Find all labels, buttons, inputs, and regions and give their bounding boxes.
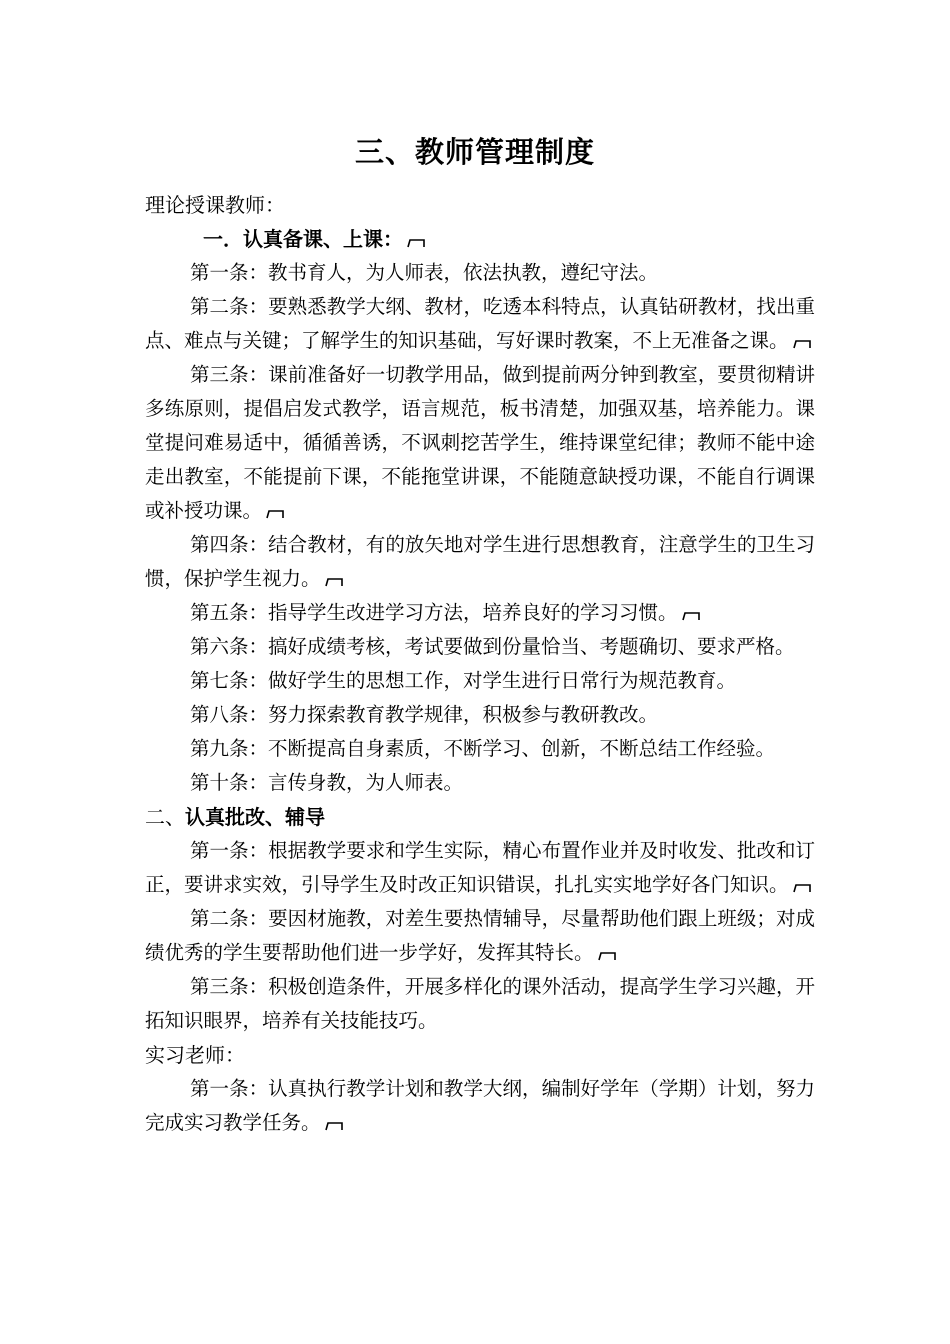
page-title: 三、教师管理制度 bbox=[354, 135, 595, 169]
list-item-text: 第一条：根据教学要求和学生实际，精心布置作业并及时收发、批改和订正，要讲求实效，引导学生及时改正知识错误，扎扎实实地学好各门知识。 bbox=[145, 839, 815, 896]
paragraph-mark-icon bbox=[407, 238, 425, 248]
list-item: 第八条：努力探索教育教学规律，积极参与教研教改。 bbox=[190, 703, 659, 726]
list-item bbox=[145, 596, 815, 630]
subsection-heading-text: 认真批改、辅导 bbox=[185, 805, 325, 829]
list-item: 第十条：言传身教，为人师表。 bbox=[190, 771, 464, 794]
list-item-text: 第二条：要熟悉教学大纲、教材，吃透本科特点，认真钻研教材，找出重点、难点与关键；了解学生的知识基础，写好课时教案，不上无准备之课。 bbox=[145, 295, 815, 352]
list-item bbox=[145, 1072, 815, 1140]
section-heading-theory: 理论授课教师： bbox=[145, 193, 285, 217]
list-item-text: 第二条：要因材施教，对差生要热情辅导，尽量帮助他们跟上班级；对成绩优秀的学生要帮助他们进一步学好，发挥其特长。 bbox=[145, 907, 815, 964]
list-item: 第七条：做好学生的思想工作，对学生进行日常行为规范教育。 bbox=[190, 669, 737, 692]
list-item bbox=[145, 834, 815, 902]
section-heading-intern: 实习老师： bbox=[145, 1043, 245, 1067]
list-item: 第三条：积极创造条件，开展多样化的课外活动，提高学生学习兴趣，开拓知识眼界，培养有关技能技巧。 bbox=[145, 975, 815, 1032]
list-item bbox=[145, 290, 815, 358]
paragraph-mark-icon bbox=[325, 577, 343, 587]
subsection-heading-lesson-text: 一．认真备课、上课： bbox=[203, 227, 403, 251]
list-item: 第一条：教书育人，为人师表，依法执教，遵纪守法。 bbox=[190, 261, 659, 284]
subsection-heading-lesson bbox=[145, 222, 815, 256]
document-body bbox=[145, 188, 815, 1140]
paragraph-mark-icon bbox=[325, 1121, 343, 1131]
list-item-text: 第一条：认真执行教学计划和教学大纲，编制好学年（学期）计划，努力完成实习教学任务。 bbox=[145, 1077, 815, 1134]
list-item: 第六条：搞好成绩考核，考试要做到份量恰当、考题确切、要求严格。 bbox=[190, 635, 795, 658]
list-item bbox=[145, 358, 815, 528]
list-item-text: 第三条：课前准备好一切教学用品，做到提前两分钟到教室，要贯彻精讲多练原则，提倡启发式教学，语言规范，板书清楚，加强双基，培养能力。课堂提问难易适中，循循善诱，不讽刺挖苦学生，维持课堂纪律；教师不能中途走出教室，不能提前下课，不能拖堂讲课，不能随意缺授功课，不能自行调课或补授功课。 bbox=[145, 363, 815, 522]
list-item bbox=[145, 902, 815, 970]
paragraph-mark-icon bbox=[793, 339, 811, 349]
paragraph-mark-icon bbox=[598, 951, 616, 961]
list-item-text: 第四条：结合教材，有的放矢地对学生进行思想教育，注意学生的卫生习惯，保护学生视力。 bbox=[145, 533, 815, 590]
paragraph-mark-icon bbox=[682, 611, 700, 621]
paragraph-mark-icon bbox=[793, 883, 811, 893]
list-item bbox=[145, 528, 815, 596]
list-item: 第九条：不断提高自身素质，不断学习、创新，不断总结工作经验。 bbox=[190, 737, 776, 760]
list-item-text: 第五条：指导学生改进学习方法，培养良好的学习习惯。 bbox=[190, 601, 678, 624]
paragraph-mark-icon bbox=[266, 509, 284, 519]
subsection-heading-prefix: 二、 bbox=[145, 805, 185, 829]
subsection-heading-grading bbox=[145, 800, 815, 834]
